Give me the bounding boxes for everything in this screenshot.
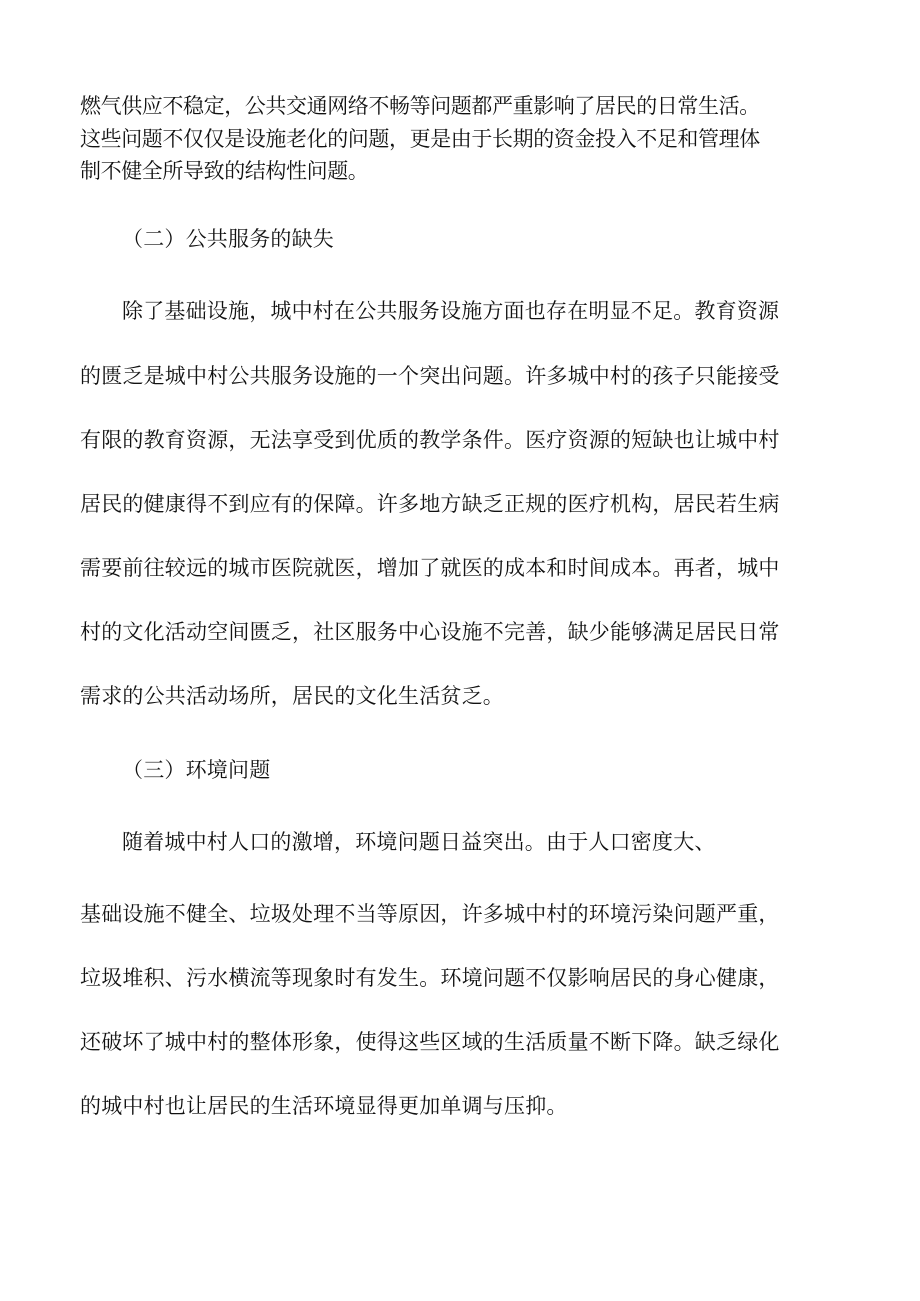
- text-line: 燃气供应不稳定，公共交通网络不畅等问题都严重影响了居民的日常生活。: [80, 94, 760, 118]
- text-line: 制不健全所导致的结构性问题。: [80, 159, 369, 183]
- text-line: 居民的健康得不到应有的保障。许多地方缺乏正规的医疗机构，居民若生病: [80, 492, 780, 516]
- section-heading-environment: （三）环境问题: [122, 758, 271, 782]
- text-line: 垃圾堆积、污水横流等现象时有发生。环境问题不仅影响居民的身心健康，: [80, 966, 780, 990]
- text-line: 有限的教育资源，无法享受到优质的教学条件。医疗资源的短缺也让城中村: [80, 428, 780, 452]
- text-line: 的匮乏是城中村公共服务设施的一个突出问题。许多城中村的孩子只能接受: [80, 364, 780, 388]
- text-line: 需求的公共活动场所，居民的文化生活贫乏。: [80, 684, 504, 708]
- text-line: 还破坏了城中村的整体形象，使得这些区域的生活质量不断下降。缺乏绿化: [80, 1030, 780, 1054]
- text-line: 这些问题不仅仅是设施老化的问题，更是由于长期的资金投入不足和管理体: [80, 127, 760, 151]
- text-line: 除了基础设施，城中村在公共服务设施方面也存在明显不足。教育资源: [122, 299, 780, 323]
- text-line: 随着城中村人口的激增，环境问题日益突出。由于人口密度大、: [122, 830, 716, 854]
- text-line: 需要前往较远的城市医院就医，增加了就医的成本和时间成本。再者，城中: [80, 556, 780, 580]
- text-line: 村的文化活动空间匮乏，社区服务中心设施不完善，缺少能够满足居民日常: [80, 620, 780, 644]
- section-heading-public-services: （二）公共服务的缺失: [122, 227, 334, 251]
- text-line: 基础设施不健全、垃圾处理不当等原因，许多城中村的环境污染问题严重，: [80, 902, 780, 926]
- text-line: 的城中村也让居民的生活环境显得更加单调与压抑。: [80, 1094, 568, 1118]
